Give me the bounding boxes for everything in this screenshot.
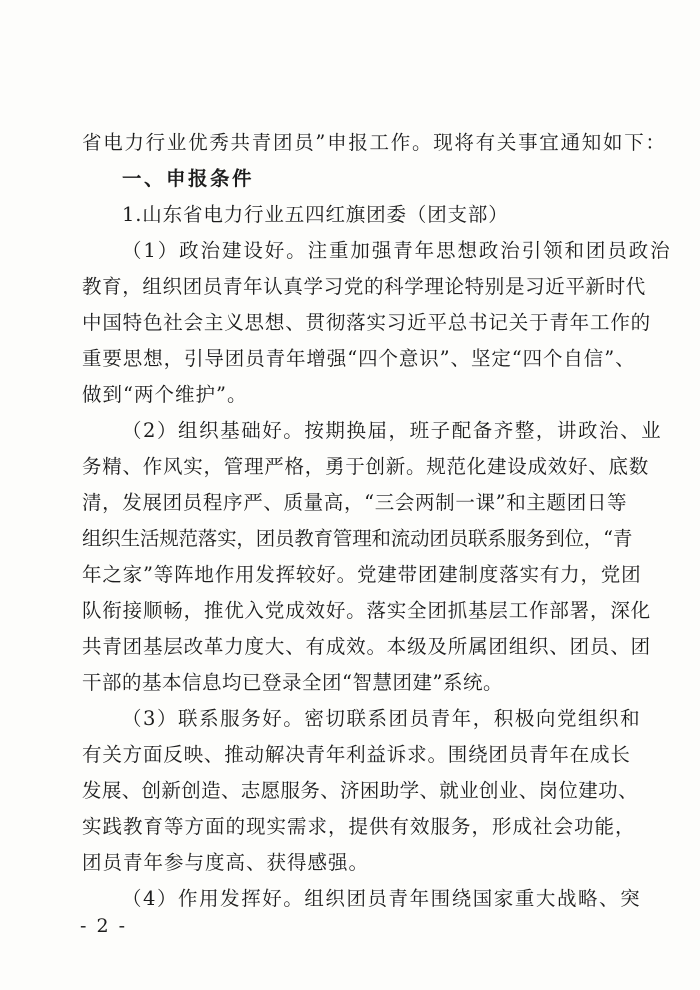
body-line-17: （3）联系服务好。密切联系团员青年，积极向党组织和: [122, 707, 642, 730]
body-line-15: 共青团基层改革力度大、有成效。本级及所属团组织、团员、团: [82, 635, 651, 658]
body-line-14: 队衔接顺畅，推优入党成效好。落实全团抓基层工作部署，深化: [82, 599, 651, 622]
subsection-title: 1.山东省电力行业五四红旗团委（团支部）: [122, 203, 509, 226]
body-line-16: 干部的基本信息均已登录全团“智慧团建”系统。: [82, 671, 503, 694]
body-line-22: （4）作用发挥好。组织团员青年围绕国家重大战略、突: [122, 887, 642, 910]
body-line-4: （1）政治建设好。注重加强青年思想政治引领和团员政治: [122, 239, 672, 262]
body-line-18: 有关方面反映、推动解决青年利益诉求。围绕团员青年在成长: [82, 743, 631, 766]
body-line-9: （2）组织基础好。按期换届，班子配备齐整，讲政治、业: [122, 419, 663, 442]
body-line-10: 务精、作风实，管理严格，勇于创新。规范化建设成效好、底数: [82, 455, 650, 478]
body-line-1: 省电力行业优秀共青团员”申报工作。现将有关事宜通知如下：: [82, 131, 667, 154]
body-line-7: 重要思想，引导团员青年增强“四个意识”、坚定“四个自信”、: [82, 347, 636, 370]
body-line-19: 发展、创新创造、志愿服务、济困助学、就业创业、岗位建功、: [82, 779, 638, 802]
body-line-20: 实践教育等方面的现实需求，提供有效服务，形成社会功能，: [82, 815, 636, 838]
body-line-5: 教育，组织团员青年认真学习党的科学理论特别是习近平新时代: [82, 275, 646, 298]
section-heading: 一、申报条件: [122, 167, 255, 190]
body-line-8: 做到“两个维护”。: [82, 383, 248, 406]
body-line-11: 清，发展团员程序严、质量高，“三会两制一课”和主题团日等: [82, 491, 628, 514]
body-line-13: 年之家”等阵地作用发挥较好。党建带团建制度落实有力，党团: [82, 563, 642, 586]
page-number: - 2 -: [80, 915, 128, 937]
body-line-6: 中国特色社会主义思想、贯彻落实习近平总书记关于青年工作的: [82, 311, 651, 334]
body-line-21: 团员青年参与度高、获得感强。: [82, 851, 370, 874]
body-line-12: 组织生活规范落实，团员教育管理和流动团员联系服务到位，“青: [82, 527, 633, 550]
